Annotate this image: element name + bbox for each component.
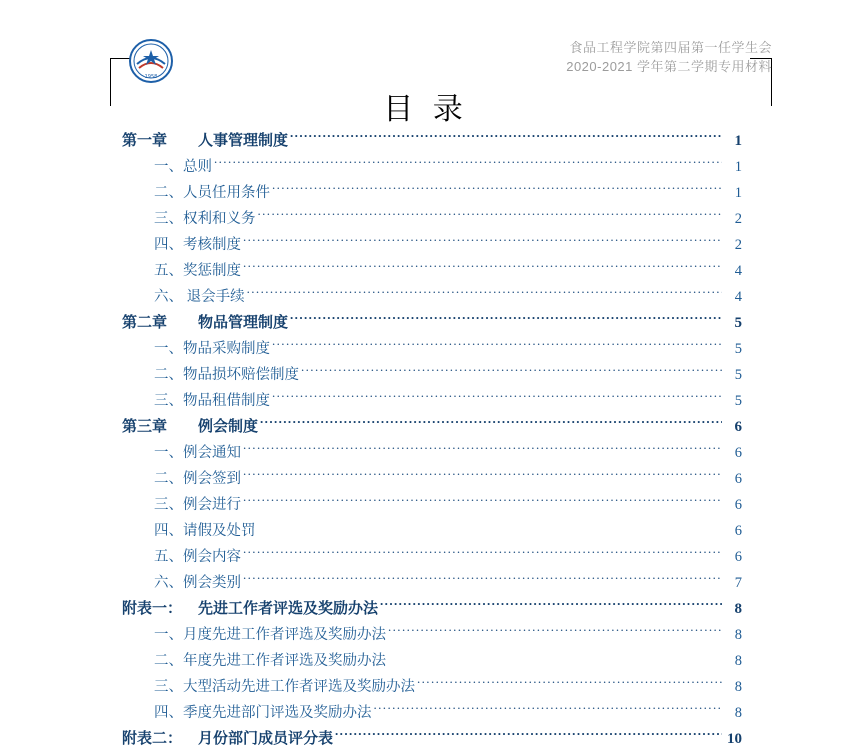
toc-dot-leader: [335, 729, 722, 743]
toc-page-number: 5: [734, 367, 742, 383]
toc-page-number: 6: [734, 471, 742, 487]
toc-dot-leader: [417, 677, 722, 691]
toc-dot-leader: [380, 599, 722, 613]
toc-entry-label: [122, 310, 288, 336]
toc-entry-label: [154, 154, 212, 180]
toc-entry-label: [122, 726, 333, 752]
toc-entry-title: 四、考核制度: [154, 237, 241, 253]
toc-dot-leader: [290, 313, 722, 327]
header-text-block: [566, 38, 772, 76]
toc-entry-prefix: 附表二：: [122, 731, 183, 747]
toc-page-number: 5: [734, 341, 742, 357]
toc-entry-title: 六、例会类别: [154, 575, 241, 591]
toc-entry-title: 月份部门成员评分表: [198, 731, 334, 747]
toc-dot-leader: [243, 261, 722, 275]
toc-entry[interactable]: [122, 622, 742, 648]
toc-dot-leader: [243, 573, 722, 587]
toc-dot-leader: [388, 625, 722, 639]
page-header: [110, 30, 772, 82]
toc-dot-leader: [243, 443, 722, 457]
toc-dot-leader: [243, 547, 722, 561]
toc-entry-title: 三、物品租借制度: [154, 393, 270, 409]
toc-entry[interactable]: [122, 492, 742, 518]
toc-dot-leader: [290, 131, 722, 145]
toc-entry[interactable]: [122, 154, 742, 180]
toc-page-number: 5: [734, 315, 742, 331]
toc-entry[interactable]: [122, 180, 742, 206]
toc-page-number: 10: [727, 731, 742, 747]
toc-entry[interactable]: [122, 648, 742, 674]
toc-page-number: 8: [734, 679, 742, 695]
toc-entry[interactable]: [122, 284, 742, 310]
toc-page-number: 6: [734, 497, 742, 513]
toc-page-number: 5: [734, 393, 742, 409]
toc-entry-title: 人事管理制度: [198, 133, 289, 149]
toc-entry-label: [154, 518, 256, 544]
toc-entry-title: 例会制度: [198, 419, 259, 435]
toc-entry-label: [154, 466, 241, 492]
toc-entry-label: [154, 648, 386, 674]
toc-entry-title: 一、总则: [154, 159, 212, 175]
toc-entry-label: [154, 622, 386, 648]
toc-entry[interactable]: [122, 206, 742, 232]
toc-entry-label: [154, 544, 241, 570]
toc-page-number: 6: [734, 419, 742, 435]
toc-page-number: 2: [734, 211, 742, 227]
toc-entry-title: 先进工作者评选及奖励办法: [198, 601, 379, 617]
toc-entry-label: [154, 492, 241, 518]
toc-entry[interactable]: [122, 440, 742, 466]
toc-entry-label: [154, 388, 270, 414]
toc-entry-label: [154, 258, 241, 284]
toc-entry[interactable]: [122, 726, 742, 752]
toc-entry-label: [154, 674, 415, 700]
toc-entry-label: [154, 362, 299, 388]
toc-entry[interactable]: [122, 362, 742, 388]
toc-entry[interactable]: [122, 518, 742, 544]
toc-entry[interactable]: [122, 700, 742, 726]
toc-dot-leader: [258, 209, 723, 223]
toc-page-number: 6: [734, 549, 742, 565]
toc-dot-leader: [388, 651, 722, 665]
toc-entry-title: 物品管理制度: [198, 315, 289, 331]
toc-entry-title: 一、物品采购制度: [154, 341, 270, 357]
toc-entry[interactable]: [122, 128, 742, 154]
toc-entry-prefix: 第一章: [122, 133, 168, 149]
toc-page-number: 1: [734, 185, 742, 201]
svg-text:1958: 1958: [144, 74, 158, 80]
toc-entry[interactable]: [122, 570, 742, 596]
toc-entry-title: 二、物品损坏赔偿制度: [154, 367, 299, 383]
toc-page-number: 7: [734, 575, 742, 591]
toc-page-number: 8: [734, 705, 742, 721]
page-title: 目 录: [383, 93, 469, 126]
toc-entry-label: [154, 180, 270, 206]
toc-entry-prefix: 第二章: [122, 315, 168, 331]
toc-entry-label: [154, 700, 372, 726]
toc-dot-leader: [243, 495, 722, 509]
toc-entry-label: [122, 414, 258, 440]
toc-entry-label: [154, 206, 256, 232]
toc-entry-label: [154, 232, 241, 258]
toc-entry-label: [154, 336, 270, 362]
toc-dot-leader: [374, 703, 723, 717]
toc-dot-leader: [243, 469, 722, 483]
toc-entry-title: 四、季度先进部门评选及奖励办法: [154, 705, 372, 721]
toc-entry-label: [122, 128, 288, 154]
toc-entry-label: [154, 284, 245, 310]
toc-page-number: 8: [734, 627, 742, 643]
toc-entry[interactable]: [122, 414, 742, 440]
toc-page-number: 6: [734, 445, 742, 461]
header-line-2: 2020-2021 学年第二学期专用材料: [566, 59, 772, 74]
toc-page-number: 1: [734, 159, 742, 175]
toc-dot-leader: [272, 183, 722, 197]
toc-entry-title: 一、例会通知: [154, 445, 241, 461]
toc-entry-label: [154, 440, 241, 466]
toc-entry-title: 二、例会签到: [154, 471, 241, 487]
toc-page-number: 8: [734, 601, 742, 617]
toc-entry-title: 三、权利和义务: [154, 211, 256, 227]
toc-entry-title: 三、例会进行: [154, 497, 241, 513]
toc-page-number: 6: [734, 523, 742, 539]
toc-dot-leader: [247, 287, 722, 301]
toc-entry[interactable]: [122, 596, 742, 622]
toc-entry-title: 五、例会内容: [154, 549, 241, 565]
toc-entry-title: 三、大型活动先进工作者评选及奖励办法: [154, 679, 415, 695]
toc-dot-leader: [243, 235, 722, 249]
header-line-1: 食品工程学院第四届第一任学生会: [569, 40, 772, 55]
toc-page-number: 4: [734, 263, 742, 279]
toc-entry-title: 一、月度先进工作者评选及奖励办法: [154, 627, 386, 643]
toc-entry-label: [154, 570, 241, 596]
toc-entry[interactable]: [122, 310, 742, 336]
toc-entry[interactable]: [122, 336, 742, 362]
toc-dot-leader: [214, 157, 722, 171]
toc-entry[interactable]: [122, 674, 742, 700]
toc-entry-title: 六、 退会手续: [154, 289, 245, 305]
toc-entry-prefix: 附表一：: [122, 601, 183, 617]
toc-page-number: 1: [734, 133, 742, 149]
toc-entry-title: 四、请假及处罚: [154, 523, 256, 539]
toc-entry-label: [122, 596, 378, 622]
toc-entry-prefix: 第三章: [122, 419, 168, 435]
toc-dot-leader: [258, 521, 723, 535]
toc-entry[interactable]: [122, 544, 742, 570]
toc-entry-title: 二、年度先进工作者评选及奖励办法: [154, 653, 386, 669]
toc-dot-leader: [272, 339, 722, 353]
school-emblem-icon: [128, 38, 174, 84]
toc-page-number: 8: [734, 653, 742, 669]
toc-entry[interactable]: [122, 466, 742, 492]
toc-entry-title: 二、人员任用条件: [154, 185, 270, 201]
toc-entry[interactable]: [122, 258, 742, 284]
table-of-contents: [122, 128, 742, 752]
toc-dot-leader: [301, 365, 722, 379]
toc-dot-leader: [260, 417, 722, 431]
toc-page-number: 4: [734, 289, 742, 305]
toc-entry[interactable]: [122, 388, 742, 414]
toc-dot-leader: [272, 391, 722, 405]
toc-entry-title: 五、奖惩制度: [154, 263, 241, 279]
toc-entry[interactable]: [122, 232, 742, 258]
toc-page-number: 2: [734, 237, 742, 253]
